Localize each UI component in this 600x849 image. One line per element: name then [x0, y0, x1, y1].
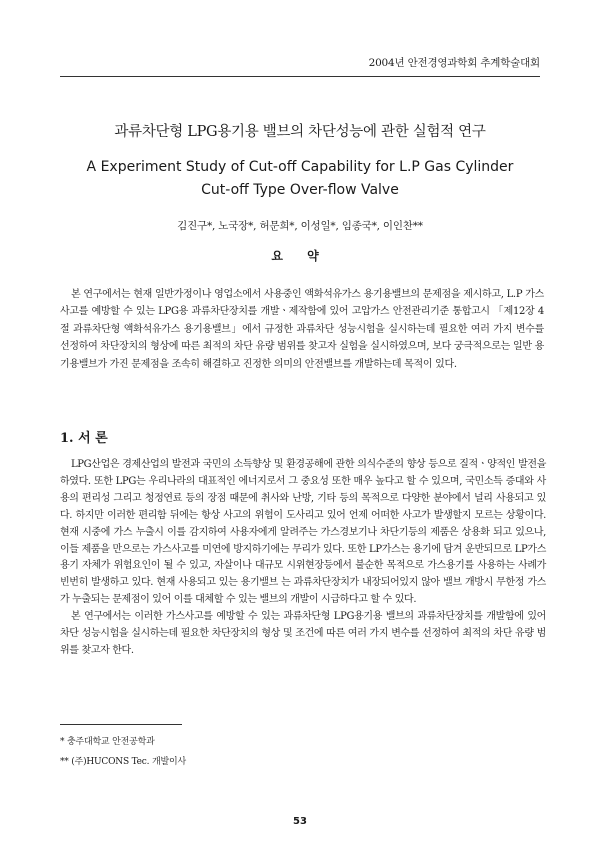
- english-title: [40, 156, 560, 202]
- footnote-affiliation-2: ** (주)HUCONS Tec. 개발이사: [60, 757, 186, 767]
- footnote-divider: [60, 724, 182, 725]
- conference-header: 2004년 안전경영과학회 추계학술대회: [60, 55, 540, 77]
- english-title-line-2: Cut-off Type Over-flow Valve: [201, 182, 399, 198]
- english-title-line-1: A Experiment Study of Cut-off Capability for L.P Gas Cylinder: [86, 159, 514, 175]
- footnotes: [60, 732, 186, 772]
- footnote-affiliation-1: * 충주대학교 안전공학과: [60, 737, 155, 747]
- introduction-body: [60, 457, 546, 660]
- introduction-heading: 1. 서 론: [60, 431, 108, 446]
- abstract-body: 본 연구에서는 현재 일반가정이나 영업소에서 사용중인 액화석유가스 용기용밸브의 문제점을 제시하고, L.P 가스사고를 예방할 수 있는 LPG용 과류차단장치를 개발ㆍ제작함에 있어 고압가스 안전관리기준 통합고시 「제12장 4절 과류차단형 액화석유가스 용기용밸브」에서 규정한 과류차단 성능시험을 실시하는데 필요한 여러 가지 변수를 선정하여 차단장치의 형상에 따른 최적의 차단 유량 범위를 찾고자 실험을 실시하였으며, 보다 궁극적으로는 일반 용기용밸브가 가진 문제점을 조속히 해결하고 진정한 의미의 안전밸브를 개발하는데 목적이 있다.: [60, 289, 544, 370]
- introduction-paragraph-1: LPG산업은 경제산업의 발전과 국민의 소득향상 및 환경공해에 관한 의식수준의 향상 등으로 질적ㆍ양적인 발전을 하였다. 또한 LPG는 우리나라의 대표적인 에너지로서 그 중요성 또한 매우 높다고 할 수 있으며, 국민소득 증대와 사용의 편리성 그리고 청정연료 등의 장점 때문에 취사와 난방, 기타 등의 목적으로 다양한 분야에서 널리 사용되고 있다. 하지만 이러한 편리함 뒤에는 항상 사고의 위험이 도사리고 있어 언제 어떠한 사고가 발생할지 모르는 상황이다. 현재 시중에 가스 누출시 이를 감지하여 사용자에게 알려주는 가스경보기나 차단기등의 제품은 상용화 되고 있으나, 이들 제품을 만으로는 가스사고를 미연에 방지하기에는 무리가 있다. 또한 LP가스는 용기에 담겨 운반되므로 LP가스용기 자체가 위험요인이 될 수 있고, 자살이나 대규모 시위현장등에서 불순한 목적으로 가스용기를 사용하는 사례가 빈번히 발생하고 있다. 현재 사용되고 있는 용기밸브 는 과류차단장치가 내장되어있지 않아 밸브 개방시 무한정 가스가 누출되는 문제점이 있어 이를 대체할 수 있는 밸브의 개발이 시급하다고 할 수 있다.: [60, 459, 546, 606]
- abstract-heading: 요 약: [271, 249, 329, 263]
- page-number: 53: [293, 816, 307, 827]
- korean-title: 과류차단형 LPG용기용 밸브의 차단성능에 관한 실험적 연구: [114, 124, 486, 140]
- introduction-paragraph-2: 본 연구에서는 이러한 가스사고를 예방할 수 있는 과류차단형 LPG용기용 밸브의 과류차단장치를 개발함에 있어 차단 성능시험을 실시하는데 필요한 차단장치의 형상 및 조건에 따른 여러 가지 변수를 선정하여 최적의 차단 유량 범위를 찾고자 한다.: [60, 611, 546, 656]
- author-list: 김진구*, 노국장*, 허문희*, 이성일*, 임종국*, 이인찬**: [177, 220, 423, 232]
